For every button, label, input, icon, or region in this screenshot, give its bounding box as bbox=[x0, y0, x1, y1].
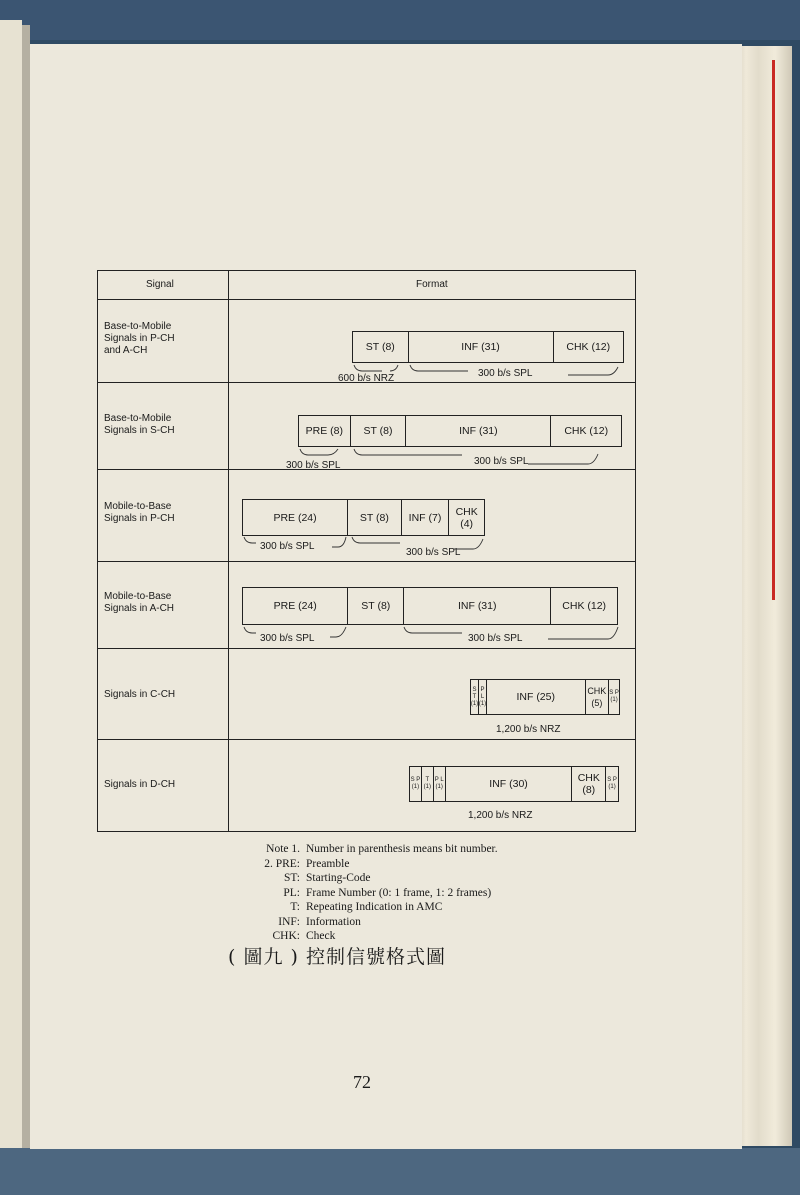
note-text: Check bbox=[306, 930, 336, 942]
field-inf: INF (31) bbox=[409, 332, 554, 362]
signal-line: Signals in P-CH bbox=[104, 333, 175, 344]
previous-page-edge bbox=[0, 20, 22, 1175]
field-st: S T (1) bbox=[471, 680, 479, 714]
field-inf: INF (31) bbox=[406, 416, 551, 446]
rate-label: 300 b/s SPL bbox=[406, 547, 461, 558]
book-cover-top bbox=[0, 0, 800, 40]
rate-label: 300 b/s SPL bbox=[260, 633, 315, 644]
signal-line: Signals in S-CH bbox=[104, 425, 175, 436]
signal-format-figure bbox=[97, 270, 636, 832]
field-inf: INF (25) bbox=[487, 680, 586, 714]
note-row bbox=[200, 900, 498, 915]
field-inf: INF (31) bbox=[404, 588, 551, 624]
field-pre: PRE (24) bbox=[243, 500, 348, 535]
field-sp: S P (1) bbox=[410, 767, 422, 801]
field-pre: PRE (8) bbox=[299, 416, 351, 446]
field-inf: INF (7) bbox=[402, 500, 450, 535]
rate-label: 300 b/s SPL bbox=[474, 456, 529, 467]
page-gutter-shadow bbox=[22, 25, 30, 1175]
header-format: Format bbox=[416, 279, 448, 290]
rate-label: 1,200 b/s NRZ bbox=[496, 724, 561, 735]
field-chk: CHK (12) bbox=[564, 425, 609, 437]
field-pl: P L (1) bbox=[479, 680, 487, 714]
note-row bbox=[200, 915, 498, 930]
page-number: 72 bbox=[353, 1072, 371, 1092]
note-row bbox=[200, 842, 498, 857]
field-chk: CHK (4) bbox=[455, 505, 478, 530]
note-text: Information bbox=[306, 915, 361, 928]
field-st: ST (8) bbox=[348, 500, 402, 535]
field-chk: CHK (12) bbox=[562, 600, 607, 612]
note-key: INF: bbox=[278, 915, 300, 928]
field-t: T (1) bbox=[422, 767, 434, 801]
field-pre: PRE (24) bbox=[243, 588, 348, 624]
field-inf: INF (30) bbox=[446, 767, 573, 801]
signal-line: and A-CH bbox=[104, 345, 148, 356]
header-signal: Signal bbox=[146, 279, 174, 290]
field-sp: S P (1) bbox=[609, 690, 619, 703]
rate-label: 300 b/s SPL bbox=[286, 460, 341, 471]
signal-line: Signals in A-CH bbox=[104, 603, 175, 614]
signal-line: Mobile-to-Base bbox=[104, 591, 172, 602]
note-row bbox=[200, 871, 498, 886]
field-st: ST (8) bbox=[353, 332, 409, 362]
note-key: Note 1. bbox=[266, 843, 300, 855]
page-stack-edges bbox=[736, 46, 792, 1146]
field-chk: CHK (5) bbox=[586, 680, 610, 714]
note-text: Number in parenthesis means bit number. bbox=[306, 843, 498, 855]
rate-label: 1,200 b/s NRZ bbox=[468, 810, 533, 821]
figure-caption: ( 圖九 ) 控制信號格式圖 bbox=[228, 946, 446, 968]
note-text: Preamble bbox=[306, 857, 350, 870]
field-st: ST (8) bbox=[348, 588, 404, 624]
rate-label: 300 b/s SPL bbox=[260, 541, 315, 552]
field-sp: S P (1) bbox=[607, 777, 617, 790]
rate-label: 300 b/s SPL bbox=[478, 368, 533, 379]
rate-brackets bbox=[98, 271, 637, 833]
note-row bbox=[200, 857, 498, 872]
note-key: PL: bbox=[283, 886, 300, 899]
note-key: CHK: bbox=[272, 930, 300, 942]
signal-line: Base-to-Mobile bbox=[104, 413, 172, 424]
signal-line: Signals in P-CH bbox=[104, 513, 175, 524]
note-row bbox=[200, 886, 498, 901]
signal-line: Signals in D-CH bbox=[104, 779, 176, 790]
note-key: 2. PRE: bbox=[264, 857, 300, 870]
note-text: Starting-Code bbox=[306, 872, 371, 884]
note-key: T: bbox=[290, 901, 300, 913]
rate-label: 600 b/s NRZ bbox=[338, 373, 395, 384]
field-chk: CHK (8) bbox=[572, 767, 606, 801]
note-text: Frame Number (0: 1 frame, 1: 2 frames) bbox=[306, 886, 492, 899]
figure-notes bbox=[200, 842, 498, 944]
field-chk: CHK (12) bbox=[566, 341, 611, 353]
field-pl: P L (1) bbox=[434, 767, 446, 801]
signal-line: Mobile-to-Base bbox=[104, 501, 172, 512]
book-cover-bottom bbox=[0, 1148, 800, 1195]
red-bookmark-edge bbox=[772, 60, 775, 600]
note-text: Repeating Indication in AMC bbox=[306, 901, 443, 913]
note-key: ST: bbox=[283, 872, 300, 884]
rate-label: 300 b/s SPL bbox=[468, 633, 523, 644]
field-st: ST (8) bbox=[351, 416, 407, 446]
signal-line: Base-to-Mobile bbox=[104, 321, 172, 332]
signal-line: Signals in C-CH bbox=[104, 689, 176, 700]
